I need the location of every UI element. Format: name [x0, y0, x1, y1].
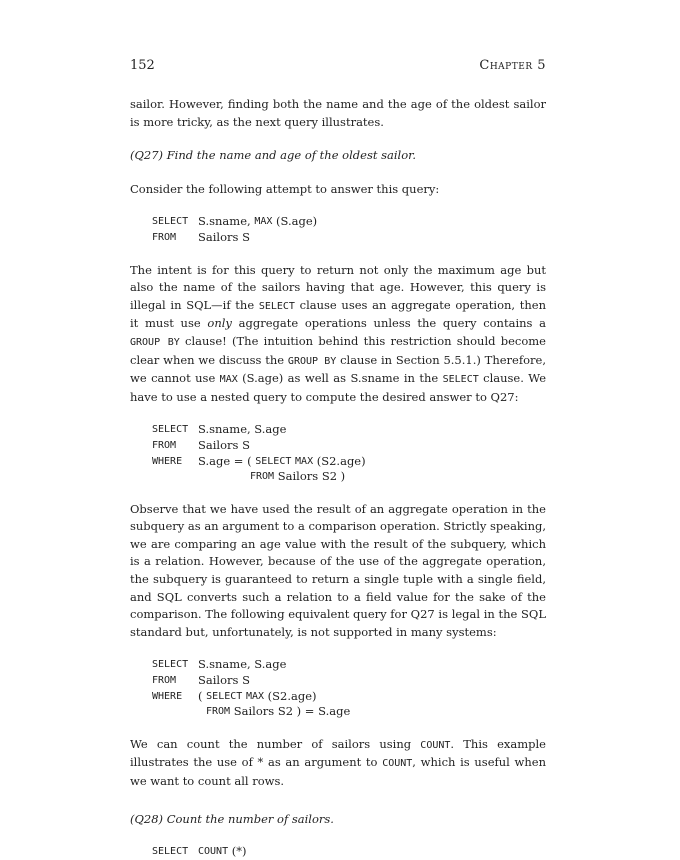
sql-line: SELECT S.sname, MAX (S.age): [152, 214, 318, 229]
sql-line: WHERE S.age = ( SELECT MAX (S2.age): [152, 453, 366, 468]
paragraph-observe: Observe that we have used the result of an aggregate operation in the subquery as an argument to a comparison operation. Strictly speaking, we are comparing an age value with the result of the subquery, which is a relation. However, because of the use of the aggregate operation, the subquery is guaranteed to return a single tuple with a single field, and SQL converts such a relation to a field value for the sake of the comparison. The following equivalent query for Q27 is legal in the SQL standard but, unfortunately, is not supported in many systems:: [130, 501, 546, 639]
sql-block-attempt: [152, 214, 546, 245]
sql-block-count: [152, 844, 546, 860]
paragraph-count: We can count the number of sailors using COUNT. This example illustrates the use of * as an argument to COUNT, which is useful when we want to count all rows.: [130, 736, 546, 788]
sql-keyword: MAX: [254, 216, 273, 228]
sql-keyword: SELECT: [152, 216, 189, 228]
sql-block-nested: [152, 422, 546, 484]
page-number: 152: [130, 58, 155, 73]
query-q27-heading: (Q27) Find the name and age of the oldest sailor.: [130, 148, 417, 163]
paragraph-intro: sailor. However, finding both the name and the age of the oldest sailor is more tricky, as the next query illustrates.: [130, 97, 546, 129]
page-header: [130, 58, 546, 76]
sql-line: WHERE ( SELECT MAX (S2.age): [152, 688, 317, 703]
sql-line: FROM Sailors S2 ) = S.age: [206, 704, 351, 719]
chapter-heading: Chapter 5: [479, 58, 546, 73]
sql-line: SELECT COUNT (*): [152, 844, 247, 859]
paragraph-intent: The intent is for this query to return not only the maximum age but also the name of the sailors having that age. However, this query is illegal in SQL—if the SELECT clause uses an aggregate operation, then it must use only aggregate operations unless the query contains a GROUP BY clause! (The intuition behind this restriction should become clear when we discuss the GROUP BY clause in Section 5.5.1.) Therefore, we cannot use MAX (S.age) as well as S.sname in the SELECT clause. We have to use a nested query to compute the desired answer to Q27:: [130, 262, 547, 404]
sql-line: SELECT S.sname, S.age: [152, 657, 287, 672]
paragraph-attempt: Consider the following attempt to answer this query:: [130, 181, 440, 196]
query-q28-heading: (Q28) Count the number of sailors.: [130, 811, 334, 826]
sql-line: FROM Sailors S: [152, 229, 250, 244]
sql-block-equivalent: [152, 657, 546, 719]
page-body: [130, 96, 546, 860]
sql-line: FROM Sailors S: [152, 437, 250, 452]
sql-line: FROM Sailors S2 ): [250, 469, 346, 484]
sql-keyword: FROM: [152, 231, 177, 243]
sql-line: SELECT S.sname, S.age: [152, 422, 287, 437]
sql-line: FROM Sailors S: [152, 673, 250, 688]
